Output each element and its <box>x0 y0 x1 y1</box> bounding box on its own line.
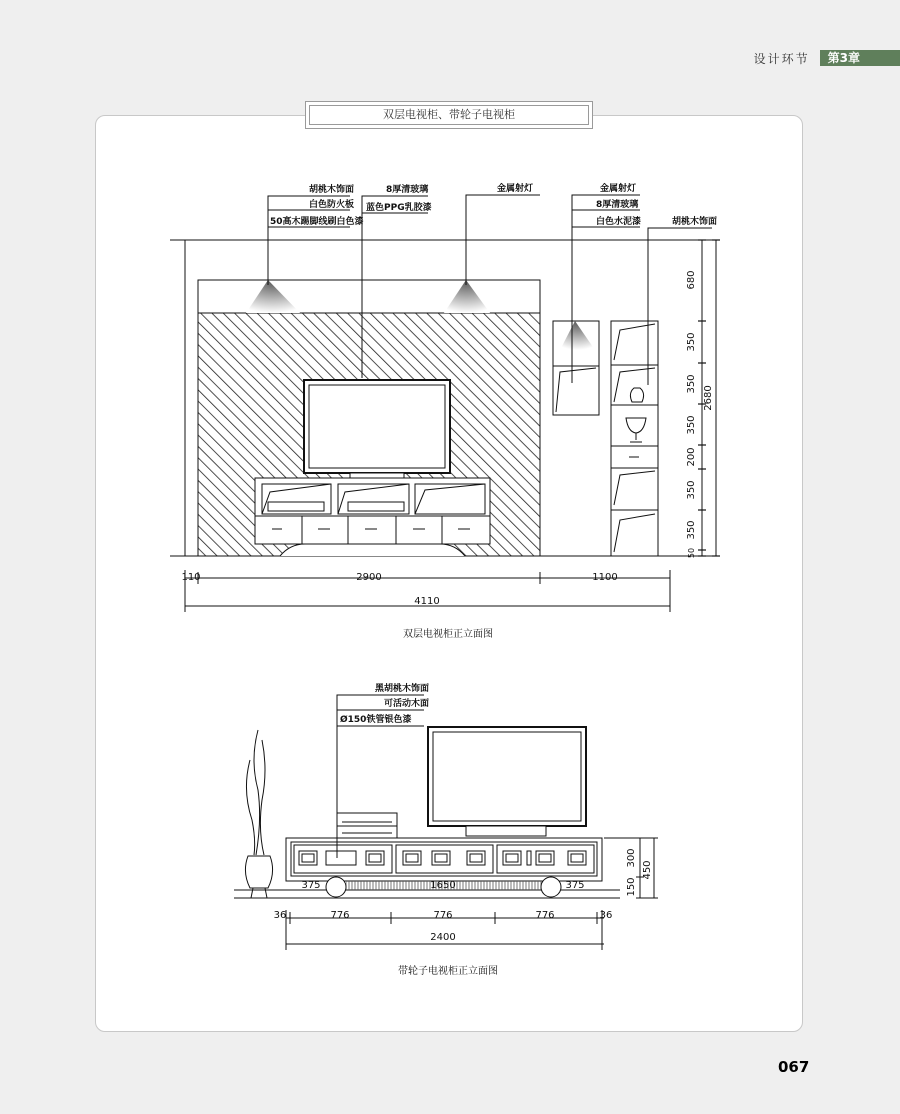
dim-450: 450 <box>642 860 653 880</box>
dim-776-b: 776 <box>433 910 453 921</box>
dim-776-c: 776 <box>535 910 555 921</box>
vertical-dimensions <box>686 270 714 558</box>
dim-680: 680 <box>686 270 697 290</box>
label-movable-top: 可活动木面 <box>384 699 430 709</box>
label-walnut-veneer: 胡桃木饰面 <box>309 185 355 195</box>
dim-1100: 1100 <box>592 572 618 583</box>
dim-350d: 350 <box>686 480 697 500</box>
dim-36-right: 36 <box>599 910 613 921</box>
label-white-fireboard: 白色防火板 <box>309 200 355 210</box>
dim-200: 200 <box>686 447 697 467</box>
label-blue-paint: 蓝色PPG乳胶漆 <box>366 203 432 213</box>
label-iron-pipe: Ø150铁管银色漆 <box>340 715 412 725</box>
dim-150: 150 <box>626 877 637 897</box>
dim-110: 110 <box>181 572 201 583</box>
horizontal-dimensions <box>181 572 617 607</box>
dim-350a: 350 <box>686 332 697 352</box>
label-white-cement-paint: 白色水泥漆 <box>596 217 642 227</box>
label-metal-spotlight-right: 金属射灯 <box>600 184 637 194</box>
dim-2400: 2400 <box>430 932 456 943</box>
dim-350b: 350 <box>686 374 697 394</box>
label-clear-glass: 8厚清玻璃 <box>386 185 429 195</box>
label-skirting: 50高木踢脚线刷白色漆 <box>270 217 364 227</box>
label-black-walnut: 黑胡桃木饰面 <box>375 684 430 694</box>
label-metal-spotlight: 金属射灯 <box>497 184 534 194</box>
dim-36-left: 36 <box>273 910 287 921</box>
drawing1-caption: 双层电视柜正立面图 <box>403 629 493 640</box>
dim-350e: 350 <box>686 520 697 540</box>
dim-776-a: 776 <box>330 910 350 921</box>
tv-cabinet-elevation <box>170 195 720 612</box>
label-walnut-veneer-right: 胡桃木饰面 <box>672 217 718 227</box>
dim-375-left: 375 <box>301 880 321 891</box>
dim-350c: 350 <box>686 415 697 435</box>
dim-375-right: 375 <box>565 880 585 891</box>
dim-1650: 1650 <box>430 880 456 891</box>
page-number: 067 <box>778 1058 810 1076</box>
drawing2-caption: 带轮子电视柜正立面图 <box>398 966 498 977</box>
dim-2680: 2680 <box>703 385 714 411</box>
dim-4110: 4110 <box>414 596 440 607</box>
dim-2900: 2900 <box>356 572 382 583</box>
panel-title-text: 双层电视柜、带轮子电视柜 <box>383 108 515 121</box>
dim-50: 50 <box>687 547 696 559</box>
chapter-badge: 第3章 <box>820 50 900 66</box>
label-clear-glass-right: 8厚清玻璃 <box>596 200 639 210</box>
dim-300: 300 <box>626 848 637 868</box>
section-label: 设计环节 <box>753 51 810 66</box>
